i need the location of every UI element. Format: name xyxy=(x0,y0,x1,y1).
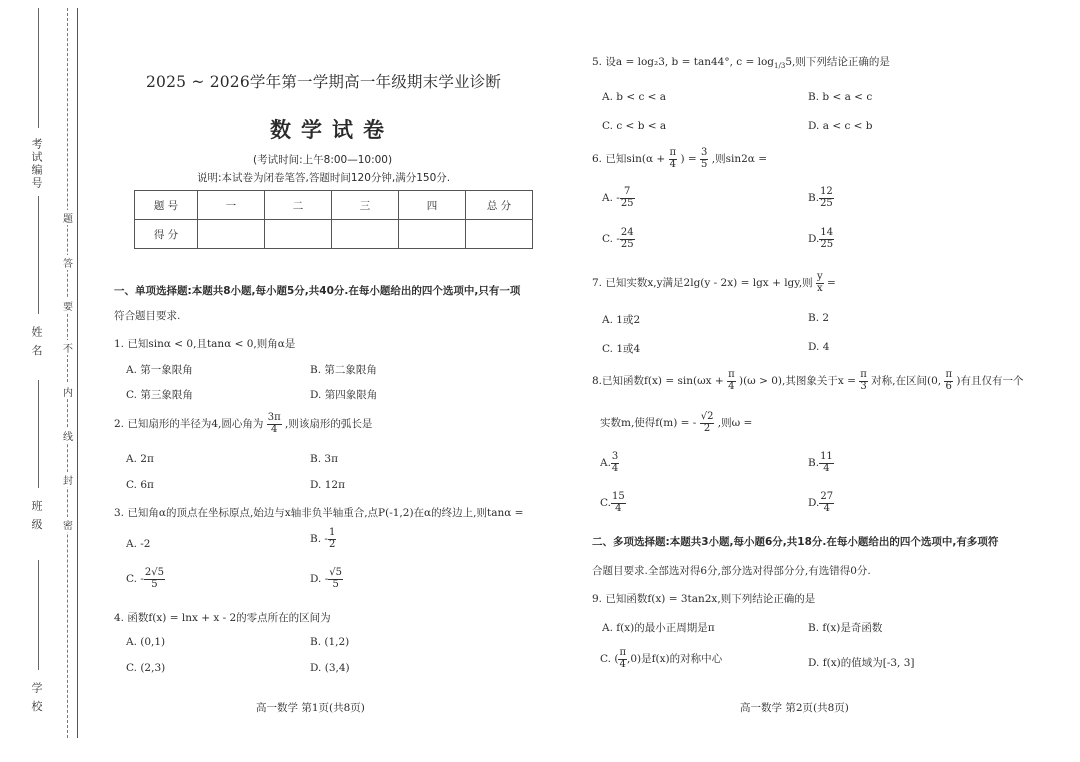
option-3a[interactable]: A. -2 xyxy=(126,538,151,550)
option-8a-fraction xyxy=(611,452,619,474)
option-6c[interactable] xyxy=(602,228,635,250)
question-6 xyxy=(592,148,767,170)
q2-num: 3π xyxy=(267,412,281,423)
exam-title: 2025 ~ 2026学年第一学期高一年级期末学业诊断 xyxy=(146,73,502,91)
option-3b-label: B. - xyxy=(310,533,328,545)
table-row xyxy=(135,220,533,249)
q8-mid2: 对称,在区间(0, xyxy=(871,375,942,387)
q8-den2: 3 xyxy=(860,380,867,392)
option-8c-label: C. xyxy=(600,497,611,509)
option-3b[interactable] xyxy=(310,528,336,550)
section1-instructions xyxy=(114,283,520,298)
score-table xyxy=(134,190,533,249)
q8-den3: 6 xyxy=(945,380,952,392)
option-9c-den: 4 xyxy=(619,658,626,670)
q8-fraction-2 xyxy=(859,370,868,392)
table-cell: 题 号 xyxy=(135,191,198,220)
q8-line2-pre: 实数m,使得f(m) = - xyxy=(600,417,697,429)
option-8c-den: 4 xyxy=(615,502,622,514)
q8-line2-num: √2 xyxy=(700,411,714,422)
option-6d-fraction xyxy=(819,228,834,250)
exam-number-line xyxy=(38,8,39,128)
q5-stem: 5. 设a = log₂3, b = tan44°, c = log xyxy=(592,56,775,68)
option-4a[interactable]: A. (0,1) xyxy=(126,636,166,648)
q8-fraction-3 xyxy=(944,370,953,392)
option-8d-num: 27 xyxy=(820,491,834,502)
seal-char: 封 xyxy=(63,472,73,487)
q8-num2: π xyxy=(860,369,867,380)
q7-fraction xyxy=(816,272,824,294)
q6-pre: 6. 已知sin(α + xyxy=(592,153,666,165)
option-2d[interactable]: D. 12π xyxy=(310,479,345,491)
option-1d[interactable]: D. 第四象限角 xyxy=(310,389,378,401)
option-1b[interactable]: B. 第二象限角 xyxy=(310,364,377,376)
option-9a[interactable]: A. f(x)的最小正周期是π xyxy=(602,622,715,634)
option-3d-num: √5 xyxy=(329,567,343,578)
q6-post: ,则sin2α = xyxy=(711,153,768,165)
footer-left: 高一数学 第1页(共8页) xyxy=(256,702,365,714)
option-6b-label: B. xyxy=(808,192,820,204)
option-6b[interactable] xyxy=(808,187,834,209)
option-6c-den: 25 xyxy=(620,238,634,250)
q8-pre: 8.已知函数f(x) = sin(ωx + xyxy=(592,375,724,387)
footer-right: 高一数学 第2页(共8页) xyxy=(740,702,849,714)
option-3d-den: 5 xyxy=(332,578,339,590)
option-3d-fraction xyxy=(328,568,343,590)
section1-text: 一、单项选择题:本题共8小题,每小题5分,共40分.在每小题给出的四个选项中,只有一项 xyxy=(114,285,521,297)
option-6b-num: 12 xyxy=(820,186,833,197)
q6-den2: 5 xyxy=(701,158,708,170)
option-6d-num: 14 xyxy=(820,227,834,238)
q8-post: )有且仅有一个 xyxy=(956,375,1024,387)
q8-fraction-1 xyxy=(727,370,736,392)
q7-post: = xyxy=(827,277,836,289)
option-3b-den: 2 xyxy=(328,538,336,550)
option-8a[interactable] xyxy=(600,452,619,474)
option-3b-num: 1 xyxy=(328,527,336,538)
section2-text: 二、多项选择题:本题共3小题,每小题6分,共18分.在每小题给出的四个选项中,有多项符 xyxy=(592,536,999,548)
section2-instructions-2: 合题目要求.全部选对得6分,部分选对得部分分,有选错得0分. xyxy=(592,565,871,577)
option-8d-den: 4 xyxy=(823,502,830,514)
table-cell: 三 xyxy=(332,191,399,220)
q7-pre: 7. 已知实数x,y满足2lg(y - 2x) = lgx + lgy,则 xyxy=(592,277,813,289)
option-6c-label: C. - xyxy=(602,233,620,245)
score-input-cell[interactable] xyxy=(265,220,332,249)
q8-line2-fraction xyxy=(700,412,715,434)
q8-num3: π xyxy=(945,369,953,380)
option-7c[interactable]: C. 1或4 xyxy=(602,343,641,355)
option-3c[interactable] xyxy=(126,568,165,590)
option-8c[interactable] xyxy=(600,492,626,514)
exam-note: 说明:本试卷为闭卷笔答,答题时间120分钟,满分150分. xyxy=(197,172,451,184)
option-8a-label: A. xyxy=(600,457,611,469)
option-7a[interactable]: A. 1或2 xyxy=(602,314,641,326)
question-8 xyxy=(592,370,1023,392)
option-8a-num: 3 xyxy=(611,451,619,462)
q6-num2: 3 xyxy=(701,147,708,158)
q6-den: 4 xyxy=(669,158,676,170)
option-8c-num: 15 xyxy=(612,491,625,502)
q7-den: x xyxy=(817,282,823,294)
q8-line2-post: ,则ω = xyxy=(717,417,753,429)
question-4: 4. 函数f(x) = lnx + x - 2的零点所在的区间为 xyxy=(114,612,331,624)
option-6a-num: 7 xyxy=(620,187,635,199)
question-7 xyxy=(592,272,836,294)
option-1a[interactable]: A. 第一象限角 xyxy=(126,364,193,376)
option-8b-fraction xyxy=(819,452,834,474)
option-1c[interactable]: C. 第三象限角 xyxy=(126,389,193,401)
table-cell: 得 分 xyxy=(135,220,198,249)
option-9c-fraction xyxy=(618,648,627,670)
question-2 xyxy=(114,413,372,435)
school-label: 学 校 xyxy=(30,682,43,714)
q7-num: y xyxy=(817,271,823,282)
option-9d[interactable]: D. f(x)的值域为[-3, 3] xyxy=(808,657,915,669)
option-9c-post: ,0)是f(x)的对称中心 xyxy=(627,653,723,665)
q8-den: 4 xyxy=(728,380,735,392)
option-3c-label: C. - xyxy=(126,573,144,585)
score-input-cell[interactable] xyxy=(399,220,466,249)
score-input-cell[interactable] xyxy=(332,220,399,249)
q2-post: ,则该扇形的弧长是 xyxy=(285,418,373,430)
question-8-line2 xyxy=(600,412,752,434)
option-4b[interactable]: B. (1,2) xyxy=(310,636,350,648)
seal-char: 内 xyxy=(63,384,73,399)
option-4d[interactable]: D. (3,4) xyxy=(310,662,350,674)
table-row xyxy=(135,191,533,220)
option-8a-den: 4 xyxy=(611,462,619,474)
class-line xyxy=(38,560,39,670)
q6-mid: ) = xyxy=(680,153,697,165)
seal-char: 要 xyxy=(63,298,73,313)
q2-pre: 2. 已知扇形的半径为4,圆心角为 xyxy=(114,418,264,430)
score-input-cell[interactable] xyxy=(466,220,533,249)
option-6d-den: 25 xyxy=(820,238,834,250)
option-2c[interactable]: C. 6π xyxy=(126,479,154,491)
seal-line xyxy=(67,8,68,738)
section1-instructions-2: 符合题目要求. xyxy=(114,310,181,322)
option-2a[interactable]: A. 2π xyxy=(126,453,154,465)
option-5c[interactable]: C. c < b < a xyxy=(602,120,667,132)
option-7b[interactable]: B. 2 xyxy=(808,312,830,324)
seal-char: 答 xyxy=(63,255,73,270)
q5-log-base: 1/3 xyxy=(774,62,786,71)
option-3c-den: 5 xyxy=(151,578,158,590)
q8-mid: )(ω > 0),其图象关于x = xyxy=(738,375,856,387)
option-5b[interactable]: B. b < a < c xyxy=(808,91,873,103)
table-cell: 总 分 xyxy=(466,191,533,220)
option-6a-label: A. - xyxy=(602,192,620,204)
option-6a-den: 25 xyxy=(620,197,634,209)
q6-fraction-2 xyxy=(700,148,708,170)
table-cell: 一 xyxy=(198,191,265,220)
option-6a-fraction xyxy=(620,187,635,209)
q2-den: 4 xyxy=(271,423,278,435)
option-8b-num: 11 xyxy=(820,451,833,462)
question-9: 9. 已知函数f(x) = 3tan2x,则下列结论正确的是 xyxy=(592,593,816,605)
seal-char: 题 xyxy=(63,210,73,225)
option-8d-label: D. xyxy=(808,497,820,509)
option-8b[interactable] xyxy=(808,452,834,474)
seal-char: 密 xyxy=(63,517,73,532)
option-9c-num: π xyxy=(619,647,627,658)
option-8b-label: B. xyxy=(808,457,820,469)
name-line xyxy=(38,380,39,488)
name-label: 姓 名 xyxy=(30,326,43,358)
option-3d[interactable] xyxy=(310,568,343,590)
name-line-top xyxy=(38,196,39,314)
option-5d[interactable]: D. a < c < b xyxy=(808,120,873,132)
option-3d-label: D. - xyxy=(310,573,329,585)
table-cell: 二 xyxy=(265,191,332,220)
option-6d[interactable] xyxy=(808,228,834,250)
section2-instructions xyxy=(592,534,998,549)
exam-time: (考试时间:上午8:00—10:00) xyxy=(253,154,393,166)
option-7d[interactable]: D. 4 xyxy=(808,341,830,353)
seal-char: 线 xyxy=(63,428,73,443)
q6-num: π xyxy=(669,147,677,158)
q8-line2-den: 2 xyxy=(703,422,711,434)
option-8d[interactable] xyxy=(808,492,834,514)
option-8b-den: 4 xyxy=(823,462,830,474)
seal-char: 不 xyxy=(63,340,73,355)
option-4c[interactable]: C. (2,3) xyxy=(126,662,166,674)
exam-number-label: 考试编号 xyxy=(30,138,43,190)
option-6b-den: 25 xyxy=(820,197,833,209)
option-6a[interactable] xyxy=(602,187,635,209)
score-input-cell[interactable] xyxy=(198,220,265,249)
option-9c[interactable] xyxy=(600,648,722,670)
option-2b[interactable]: B. 3π xyxy=(310,453,338,465)
option-3b-fraction xyxy=(328,528,336,550)
q8-num: π xyxy=(728,369,735,380)
class-label: 班 级 xyxy=(30,500,43,532)
option-8d-fraction xyxy=(819,492,834,514)
option-3c-fraction xyxy=(144,568,165,590)
question-3: 3. 已知角α的顶点在坐标原点,始边与x轴非负半轴重合,点P(-1,2)在α的终边上,则tanα = xyxy=(114,507,524,519)
subject-title: 数学试卷 xyxy=(270,118,394,142)
option-6c-fraction xyxy=(620,228,635,250)
question-5 xyxy=(592,54,890,70)
option-6c-num: 24 xyxy=(620,227,634,238)
q2-fraction xyxy=(267,413,282,435)
option-3c-num: 2√5 xyxy=(144,567,164,578)
option-6b-fraction xyxy=(819,187,834,209)
table-cell: 四 xyxy=(399,191,466,220)
option-9c-pre: C. ( xyxy=(600,653,619,665)
option-8c-fraction xyxy=(611,492,626,514)
question-1: 1. 已知sinα < 0,且tanα < 0,则角α是 xyxy=(114,338,296,350)
option-6d-label: D. xyxy=(808,233,820,245)
margin-border xyxy=(77,8,78,738)
q6-fraction-1 xyxy=(669,148,678,170)
option-5a[interactable]: A. b < c < a xyxy=(602,91,667,103)
q5-stem-post: 5,则下列结论正确的是 xyxy=(785,56,890,68)
option-9b[interactable]: B. f(x)是奇函数 xyxy=(808,622,883,634)
binding-margin xyxy=(0,0,80,762)
